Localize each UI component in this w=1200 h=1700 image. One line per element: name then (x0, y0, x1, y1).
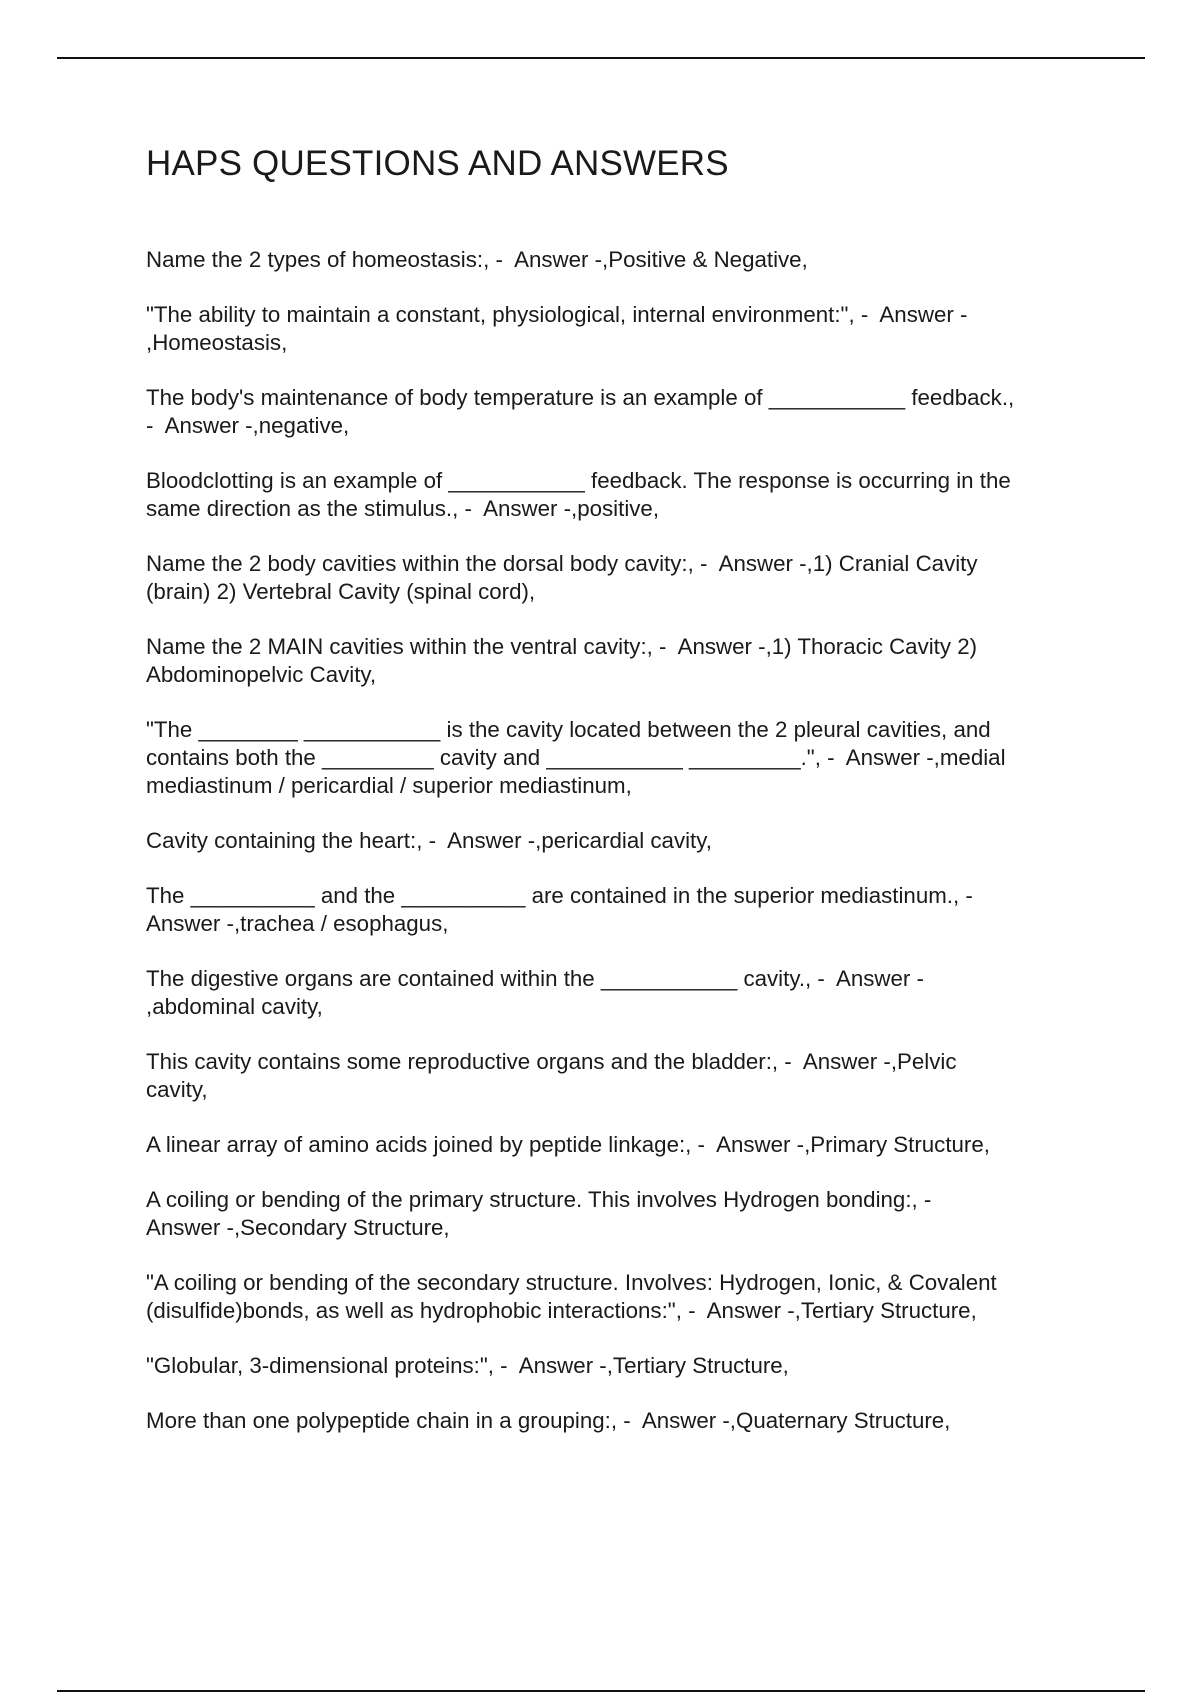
qa-item: "A coiling or bending of the secondary structure. Involves: Hydrogen, Ionic, & Covalent (disulfide)bonds, as well as hydrophobic interactions:", - Answer -,Tertiary Structure, (146, 1270, 997, 1323)
top-rule (57, 57, 1145, 59)
qa-item: More than one polypeptide chain in a grouping:, - Answer -,Quaternary Structure, (146, 1408, 951, 1433)
document-title: HAPS QUESTIONS AND ANSWERS (146, 144, 729, 183)
qa-list (146, 246, 1096, 1435)
qa-item: The body's maintenance of body temperature is an example of ___________ feedback., - Answer -,negative, (146, 385, 1015, 438)
qa-item: "The ________ ___________ is the cavity located between the 2 pleural cavities, and contains both the _________ cavity and ___________ _________.", - Answer -,medial mediastinum / pericardial / superior mediastinum, (146, 717, 1006, 798)
qa-item: A coiling or bending of the primary structure. This involves Hydrogen bonding:, - Answer -,Secondary Structure, (146, 1187, 932, 1240)
qa-item: "The ability to maintain a constant, physiological, internal environment:", - Answer - ,Homeostasis, (146, 302, 968, 355)
qa-item: Name the 2 MAIN cavities within the ventral cavity:, - Answer -,1) Thoracic Cavity 2) Abdominopelvic Cavity, (146, 634, 978, 687)
qa-item: Name the 2 body cavities within the dorsal body cavity:, - Answer -,1) Cranial Cavity (brain) 2) Vertebral Cavity (spinal cord), (146, 551, 978, 604)
qa-item: Cavity containing the heart:, - Answer -,pericardial cavity, (146, 828, 712, 853)
qa-item: This cavity contains some reproductive organs and the bladder:, - Answer -,Pelvic cavity, (146, 1049, 957, 1102)
qa-item: The digestive organs are contained within the ___________ cavity., - Answer - ,abdominal cavity, (146, 966, 924, 1019)
qa-item: "Globular, 3-dimensional proteins:", - Answer -,Tertiary Structure, (146, 1353, 789, 1378)
qa-item: Bloodclotting is an example of ___________ feedback. The response is occurring in the same direction as the stimulus., - Answer -,positive, (146, 468, 1011, 521)
bottom-rule (57, 1690, 1145, 1692)
qa-item: A linear array of amino acids joined by peptide linkage:, - Answer -,Primary Structure, (146, 1132, 990, 1157)
qa-item: The __________ and the __________ are contained in the superior mediastinum., - Answer -,trachea / esophagus, (146, 883, 973, 936)
qa-item: Name the 2 types of homeostasis:, - Answer -,Positive & Negative, (146, 247, 808, 272)
document-body (146, 140, 1096, 1462)
